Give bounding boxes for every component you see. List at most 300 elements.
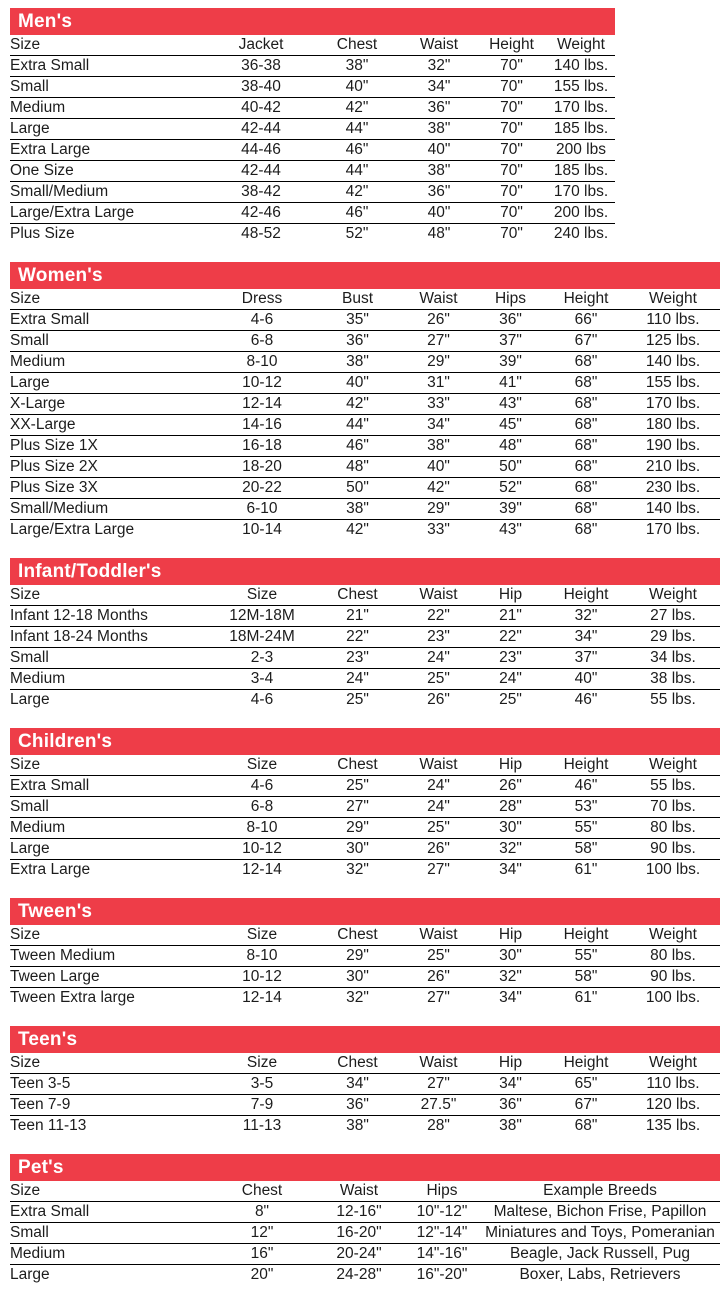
section-header-womens: [10, 262, 720, 289]
table-cell: 26": [427, 311, 450, 328]
table-cell: 44": [345, 120, 369, 137]
table-cell: 55": [574, 947, 598, 964]
section-title: Teen's: [18, 1028, 78, 1050]
size-label-cell: Extra Small: [10, 777, 90, 794]
table-cell: 6-10: [246, 500, 278, 517]
table-cell: 80 lbs.: [650, 819, 696, 836]
table-cell: 22": [499, 628, 522, 645]
table-cell: 155 lbs.: [645, 374, 701, 391]
table-row: [10, 98, 615, 119]
size-label-cell: Plus Size 1X: [10, 437, 98, 454]
table-cell: 30": [499, 947, 522, 964]
table-cell: 70": [500, 99, 523, 116]
section-title: Women's: [18, 264, 103, 286]
table-cell: 10-12: [242, 840, 282, 857]
table-row: [10, 1202, 720, 1223]
table-cell: 25": [427, 670, 450, 687]
table-cell: 29": [346, 947, 369, 964]
size-label-cell: Tween Large: [10, 968, 100, 985]
column-header: Hip: [498, 926, 523, 943]
table-cell: 68": [574, 521, 598, 538]
column-header: Example Breeds: [543, 1182, 657, 1199]
column-header-row: [10, 35, 615, 56]
table-cell: 32": [574, 607, 598, 624]
column-header: Chest: [337, 926, 378, 943]
table-cell: Maltese, Bichon Frise, Papillon: [493, 1203, 707, 1220]
table-cell: 52": [345, 225, 369, 242]
column-header: Height: [563, 926, 609, 943]
table-cell: 44": [346, 416, 369, 433]
table-cell: 70": [500, 225, 523, 242]
table-cell: 46": [345, 204, 369, 221]
size-label-cell: Small: [10, 798, 49, 815]
table-cell: 155 lbs.: [553, 78, 609, 95]
table-cell: 24": [427, 798, 450, 815]
size-label-cell: Large: [10, 840, 50, 857]
table-cell: 7-9: [250, 1096, 274, 1113]
size-label-cell: Tween Medium: [10, 947, 116, 964]
table-cell: 70": [500, 78, 523, 95]
table-cell: 30": [346, 968, 369, 985]
size-label-cell: Infant 18-24 Months: [10, 628, 148, 645]
table-row: [10, 606, 720, 627]
table-cell: 18-20: [242, 458, 282, 475]
size-table-pets: [10, 1181, 720, 1285]
table-cell: 12"-14": [416, 1224, 468, 1241]
table-cell: 35": [346, 311, 369, 328]
table-row: [10, 967, 720, 988]
table-cell: 70": [500, 141, 523, 158]
table-cell: 65": [574, 1075, 598, 1092]
table-row: [10, 797, 720, 818]
table-cell: 200 lbs.: [553, 204, 609, 221]
table-cell: 27.5": [420, 1096, 457, 1113]
column-header: Chest: [241, 1182, 283, 1199]
column-header: Size: [10, 1054, 41, 1071]
table-cell: 27": [427, 989, 450, 1006]
size-chart-sections: [10, 8, 722, 1285]
size-label-cell: Plus Size: [10, 225, 75, 242]
table-cell: 33": [427, 521, 450, 538]
table-cell: 26": [499, 777, 522, 794]
table-cell: 23": [499, 649, 522, 666]
column-header-row: [10, 1181, 720, 1202]
column-header: Waist: [419, 926, 458, 943]
table-cell: 36": [499, 311, 522, 328]
table-cell: 34": [499, 861, 522, 878]
column-header: Hip: [498, 756, 523, 773]
column-header: Size: [10, 926, 41, 943]
table-cell: 48": [427, 225, 451, 242]
table-cell: 29": [427, 353, 450, 370]
table-row: [10, 373, 720, 394]
section-teens: [10, 1026, 720, 1136]
table-cell: 48": [499, 437, 522, 454]
size-label-cell: One Size: [10, 162, 74, 179]
table-cell: 38-42: [241, 183, 281, 200]
table-cell: 61": [574, 861, 598, 878]
table-cell: 8-10: [246, 947, 278, 964]
column-header: Size: [10, 586, 41, 603]
column-header: Bust: [341, 290, 373, 307]
table-cell: 20-24": [336, 1245, 382, 1262]
column-header: Waist: [419, 586, 458, 603]
table-cell: 36-38: [241, 57, 281, 74]
table-cell: 12-14: [242, 861, 282, 878]
size-label-cell: Teen 11-13: [10, 1117, 87, 1134]
table-cell: 39": [499, 353, 522, 370]
table-cell: 68": [574, 500, 598, 517]
table-cell: 34": [427, 416, 450, 433]
table-cell: 21": [346, 607, 369, 624]
table-cell: 38 lbs.: [650, 670, 696, 687]
table-cell: 140 lbs.: [553, 57, 609, 74]
table-cell: 140 lbs.: [645, 353, 701, 370]
table-cell: 22": [427, 607, 450, 624]
column-header: Size: [10, 756, 41, 773]
column-header: Weight: [557, 36, 605, 53]
table-row: [10, 77, 615, 98]
table-cell: 27 lbs.: [650, 607, 696, 624]
size-label-cell: Teen 3-5: [10, 1075, 71, 1092]
column-header-row: [10, 755, 720, 776]
table-cell: 28": [427, 1117, 450, 1134]
table-cell: 25": [346, 691, 369, 708]
column-header: Chest: [337, 586, 378, 603]
table-row: [10, 56, 615, 77]
table-cell: 27": [427, 332, 450, 349]
table-cell: 170 lbs.: [645, 521, 701, 538]
table-cell: 4-6: [250, 691, 274, 708]
column-header: Size: [246, 1054, 278, 1071]
table-cell: Beagle, Jack Russell, Pug: [509, 1245, 691, 1262]
column-header: Hips: [494, 290, 526, 307]
table-cell: 67": [574, 332, 598, 349]
table-row: [10, 839, 720, 860]
table-cell: 6-8: [250, 332, 274, 349]
size-label-cell: Plus Size 2X: [10, 458, 98, 475]
table-cell: 34": [346, 1075, 369, 1092]
table-cell: 66": [574, 311, 598, 328]
table-cell: 170 lbs.: [645, 395, 701, 412]
table-row: [10, 1116, 720, 1137]
size-label-cell: Extra Large: [10, 861, 91, 878]
section-tweens: [10, 898, 720, 1008]
size-label-cell: Large: [10, 374, 50, 391]
table-cell: 42-44: [241, 162, 281, 179]
size-label-cell: Medium: [10, 670, 66, 687]
section-title: Pet's: [18, 1156, 64, 1178]
table-cell: 16"-20": [416, 1266, 468, 1283]
table-cell: 32": [499, 840, 522, 857]
table-cell: 38": [499, 1117, 522, 1134]
table-cell: 23": [427, 628, 450, 645]
size-label-cell: Tween Extra large: [10, 989, 135, 1006]
table-cell: 42": [345, 183, 369, 200]
table-cell: 12-16": [336, 1203, 382, 1220]
table-cell: 110 lbs.: [646, 1075, 700, 1092]
column-header: Size: [10, 1182, 41, 1199]
table-row: [10, 161, 615, 182]
table-cell: 39": [499, 500, 522, 517]
size-label-cell: Extra Large: [10, 141, 91, 158]
column-header: Height: [563, 756, 609, 773]
table-cell: 34": [574, 628, 598, 645]
size-table-childrens: [10, 755, 720, 880]
table-cell: 68": [574, 374, 598, 391]
table-cell: 32": [346, 861, 369, 878]
column-header: Height: [563, 290, 609, 307]
column-header: Waist: [419, 36, 459, 53]
table-cell: 68": [574, 416, 598, 433]
table-cell: 68": [574, 479, 598, 496]
table-cell: 38": [427, 162, 451, 179]
table-cell: 29": [427, 500, 450, 517]
table-row: [10, 669, 720, 690]
table-cell: 30": [499, 819, 522, 836]
table-cell: 32": [499, 968, 522, 985]
section-title: Tween's: [18, 900, 93, 922]
table-cell: 110 lbs.: [646, 311, 700, 328]
size-label-cell: Infant 12-18 Months: [10, 607, 148, 624]
table-cell: Boxer, Labs, Retrievers: [519, 1266, 681, 1283]
table-cell: 240 lbs.: [553, 225, 609, 242]
table-cell: 48": [346, 458, 369, 475]
table-cell: 38-40: [241, 78, 281, 95]
column-header: Weight: [649, 586, 697, 603]
table-cell: 34": [499, 989, 522, 1006]
table-cell: 4-6: [250, 311, 274, 328]
column-header-row: [10, 925, 720, 946]
size-label-cell: Medium: [10, 1245, 66, 1262]
table-cell: 36": [427, 183, 451, 200]
table-cell: 41": [499, 374, 522, 391]
table-cell: 61": [574, 989, 598, 1006]
section-header-mens: [10, 8, 615, 35]
column-header: Dress: [241, 290, 283, 307]
table-cell: 12-14: [242, 395, 282, 412]
size-label-cell: Small: [10, 649, 49, 666]
table-row: [10, 1095, 720, 1116]
table-cell: 68": [574, 437, 598, 454]
table-cell: 36": [499, 1096, 522, 1113]
table-row: [10, 818, 720, 839]
size-label-cell: Medium: [10, 819, 66, 836]
table-cell: 42": [346, 521, 369, 538]
table-cell: 53": [574, 798, 598, 815]
table-cell: 29": [346, 819, 369, 836]
size-label-cell: Extra Small: [10, 1203, 90, 1220]
table-cell: 38": [346, 500, 369, 517]
table-row: [10, 499, 720, 520]
table-cell: 27": [427, 1075, 450, 1092]
section-mens: [10, 8, 615, 244]
size-table-teens: [10, 1053, 720, 1136]
table-cell: 12-14: [242, 989, 282, 1006]
table-cell: 68": [574, 353, 598, 370]
table-cell: Miniatures and Toys, Pomeranian: [485, 1224, 715, 1241]
column-header: Jacket: [238, 36, 284, 53]
table-cell: 42-44: [241, 120, 281, 137]
size-label-cell: Extra Small: [10, 57, 90, 74]
table-cell: 70": [500, 183, 523, 200]
table-cell: 16-18: [242, 437, 282, 454]
table-cell: 46": [345, 141, 369, 158]
table-cell: 3-5: [250, 1075, 274, 1092]
table-cell: 40": [345, 78, 369, 95]
column-header: Size: [10, 36, 41, 53]
table-cell: 37": [499, 332, 522, 349]
size-label-cell: Medium: [10, 99, 66, 116]
table-cell: 170 lbs.: [553, 183, 609, 200]
section-header-infant-toddlers: [10, 558, 720, 585]
table-cell: 70": [500, 162, 523, 179]
table-cell: 2-3: [250, 649, 274, 666]
table-cell: 38": [346, 1117, 369, 1134]
column-header: Height: [489, 36, 534, 53]
table-row: [10, 1265, 720, 1286]
table-cell: 70 lbs.: [650, 798, 696, 815]
size-label-cell: Plus Size 3X: [10, 479, 98, 496]
table-cell: 4-6: [250, 777, 274, 794]
section-title: Infant/Toddler's: [18, 560, 162, 582]
table-cell: 3-4: [250, 670, 274, 687]
table-cell: 185 lbs.: [553, 120, 609, 137]
table-row: [10, 860, 720, 881]
table-cell: 200 lbs: [556, 141, 606, 158]
table-row: [10, 182, 615, 203]
table-cell: 48-52: [241, 225, 281, 242]
size-table-infant-toddlers: [10, 585, 720, 710]
table-row: [10, 436, 720, 457]
table-cell: 100 lbs.: [645, 861, 701, 878]
section-womens: [10, 262, 720, 540]
column-header: Waist: [419, 756, 458, 773]
size-label-cell: X-Large: [10, 395, 66, 412]
table-cell: 120 lbs.: [645, 1096, 701, 1113]
table-row: [10, 520, 720, 541]
table-cell: 16-20": [336, 1224, 382, 1241]
table-cell: 24": [427, 649, 450, 666]
table-cell: 38": [346, 353, 369, 370]
table-cell: 27": [427, 861, 450, 878]
size-label-cell: Small: [10, 1224, 49, 1241]
section-header-childrens: [10, 728, 720, 755]
table-cell: 26": [427, 691, 450, 708]
table-row: [10, 776, 720, 797]
table-cell: 40": [427, 141, 451, 158]
table-row: [10, 478, 720, 499]
table-cell: 40": [427, 458, 450, 475]
table-cell: 37": [574, 649, 598, 666]
table-cell: 36": [427, 99, 451, 116]
table-cell: 14-16: [242, 416, 282, 433]
table-cell: 33": [427, 395, 450, 412]
table-cell: 28": [499, 798, 522, 815]
table-cell: 10-14: [242, 521, 282, 538]
size-label-cell: Large: [10, 691, 50, 708]
table-cell: 90 lbs.: [650, 840, 696, 857]
table-cell: 67": [574, 1096, 598, 1113]
table-cell: 55": [574, 819, 598, 836]
table-cell: 10"-12": [416, 1203, 468, 1220]
column-header: Size: [246, 586, 278, 603]
table-cell: 70": [500, 120, 523, 137]
column-header: Size: [246, 756, 278, 773]
section-header-tweens: [10, 898, 720, 925]
table-cell: 170 lbs.: [553, 99, 609, 116]
column-header: Weight: [649, 290, 697, 307]
size-table-mens: [10, 35, 615, 244]
table-row: [10, 988, 720, 1009]
table-cell: 125 lbs.: [645, 332, 701, 349]
table-cell: 44-46: [241, 141, 281, 158]
table-cell: 27": [346, 798, 369, 815]
table-cell: 40": [427, 204, 451, 221]
table-cell: 11-13: [242, 1117, 282, 1134]
column-header: Hips: [426, 1182, 458, 1199]
table-cell: 42": [346, 395, 369, 412]
table-cell: 38": [345, 57, 369, 74]
table-cell: 190 lbs.: [645, 437, 701, 454]
section-title: Children's: [18, 730, 113, 752]
table-cell: 26": [427, 840, 450, 857]
table-cell: 20": [250, 1266, 274, 1283]
section-header-teens: [10, 1026, 720, 1053]
table-cell: 55 lbs.: [650, 777, 696, 794]
table-cell: 36": [346, 332, 369, 349]
column-header: Weight: [649, 756, 697, 773]
table-cell: 70": [500, 57, 523, 74]
column-header-row: [10, 585, 720, 606]
table-row: [10, 331, 720, 352]
table-row: [10, 1223, 720, 1244]
table-cell: 58": [574, 840, 598, 857]
table-cell: 22": [346, 628, 369, 645]
table-row: [10, 119, 615, 140]
table-cell: 8-10: [246, 353, 278, 370]
size-label-cell: Extra Small: [10, 311, 90, 328]
table-row: [10, 946, 720, 967]
table-cell: 68": [574, 395, 598, 412]
table-cell: 10-12: [242, 374, 282, 391]
table-cell: 46": [574, 691, 598, 708]
size-table-tweens: [10, 925, 720, 1008]
column-header: Size: [246, 926, 278, 943]
table-cell: 68": [574, 458, 598, 475]
size-label-cell: Small: [10, 78, 49, 95]
size-label-cell: Large: [10, 1266, 50, 1283]
table-row: [10, 352, 720, 373]
table-cell: 23": [346, 649, 369, 666]
table-row: [10, 648, 720, 669]
table-cell: 20-22: [242, 479, 282, 496]
section-infant-toddlers: [10, 558, 720, 710]
column-header: Height: [563, 586, 609, 603]
column-header: Hip: [498, 1054, 523, 1071]
table-cell: 32": [427, 57, 451, 74]
table-cell: 52": [499, 479, 522, 496]
table-cell: 34": [499, 1075, 522, 1092]
table-cell: 26": [427, 968, 450, 985]
table-cell: 50": [499, 458, 522, 475]
column-header: Waist: [419, 1054, 458, 1071]
table-cell: 32": [346, 989, 369, 1006]
table-cell: 38": [427, 437, 450, 454]
table-cell: 43": [499, 521, 522, 538]
table-cell: 140 lbs.: [645, 500, 701, 517]
size-label-cell: Large/Extra Large: [10, 521, 135, 538]
